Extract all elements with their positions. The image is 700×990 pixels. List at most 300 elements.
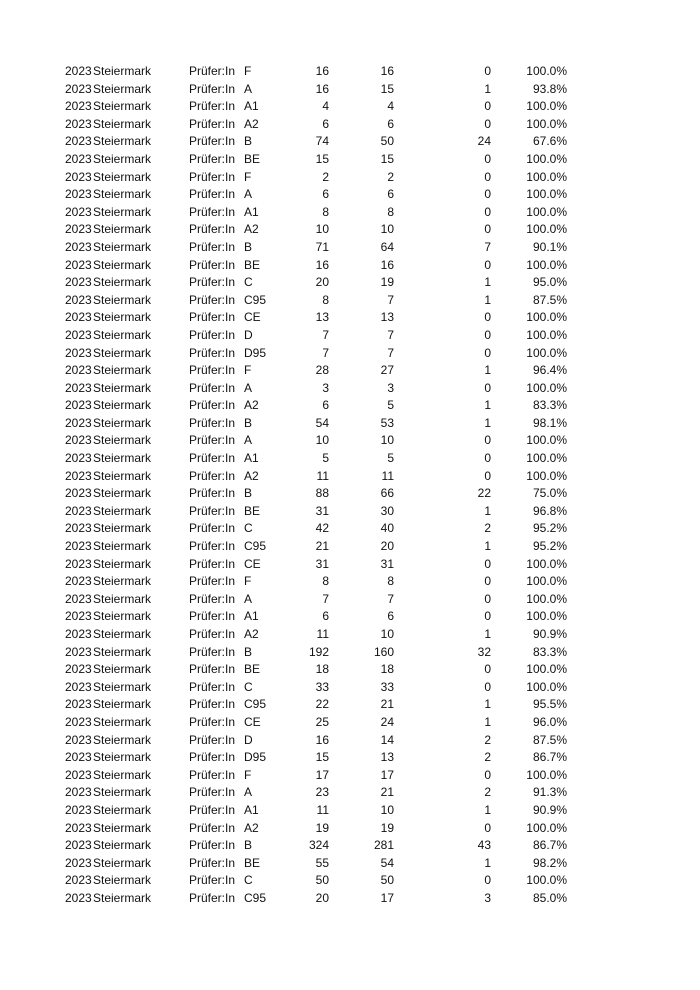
- passed-cell: 6: [387, 609, 394, 624]
- role-cell: Prüfer:In: [189, 732, 236, 747]
- rate-cell: 100.0%: [526, 345, 567, 360]
- table-row: [0, 872, 700, 890]
- table-row: [0, 239, 700, 257]
- role-cell: Prüfer:In: [189, 697, 236, 712]
- role-cell: Prüfer:In: [189, 239, 236, 254]
- region-cell: Steiermark: [93, 116, 152, 131]
- class-cell: BE: [244, 503, 261, 518]
- role-cell: Prüfer:In: [189, 363, 236, 378]
- total-cell: 6: [322, 187, 329, 202]
- role-cell: Prüfer:In: [189, 380, 236, 395]
- failed-cell: 2: [484, 785, 491, 800]
- role-cell: Prüfer:In: [189, 521, 236, 536]
- failed-cell: 0: [484, 679, 491, 694]
- region-cell: Steiermark: [93, 591, 152, 606]
- total-cell: 22: [315, 697, 329, 712]
- region-cell: Steiermark: [93, 468, 152, 483]
- passed-cell: 13: [380, 310, 394, 325]
- class-cell: A1: [244, 204, 259, 219]
- failed-cell: 0: [484, 204, 491, 219]
- table-row: [0, 221, 700, 239]
- failed-cell: 2: [484, 521, 491, 536]
- table-row: [0, 644, 700, 662]
- passed-cell: 7: [387, 292, 394, 307]
- rate-cell: 96.0%: [532, 714, 567, 729]
- data-table: [0, 63, 700, 908]
- table-row: [0, 169, 700, 187]
- table-row: [0, 116, 700, 134]
- year-cell: 2023: [65, 873, 92, 888]
- role-cell: Prüfer:In: [189, 556, 236, 571]
- region-cell: Steiermark: [93, 750, 152, 765]
- year-cell: 2023: [65, 503, 92, 518]
- region-cell: Steiermark: [93, 380, 152, 395]
- rate-cell: 100.0%: [526, 222, 567, 237]
- rate-cell: 95.0%: [532, 275, 567, 290]
- year-cell: 2023: [65, 855, 92, 870]
- class-cell: BE: [244, 855, 261, 870]
- passed-cell: 31: [380, 556, 394, 571]
- rate-cell: 95.2%: [532, 539, 567, 554]
- failed-cell: 1: [484, 503, 491, 518]
- failed-cell: 3: [484, 890, 491, 905]
- class-cell: C95: [244, 292, 267, 307]
- rate-cell: 100.0%: [526, 327, 567, 342]
- total-cell: 2: [322, 169, 329, 184]
- total-cell: 28: [315, 363, 329, 378]
- passed-cell: 19: [380, 820, 394, 835]
- role-cell: Prüfer:In: [189, 275, 236, 290]
- passed-cell: 15: [380, 151, 394, 166]
- role-cell: Prüfer:In: [189, 257, 236, 272]
- failed-cell: 1: [484, 292, 491, 307]
- table-row: [0, 292, 700, 310]
- class-cell: C: [244, 679, 253, 694]
- failed-cell: 1: [484, 855, 491, 870]
- region-cell: Steiermark: [93, 697, 152, 712]
- total-cell: 8: [322, 574, 329, 589]
- passed-cell: 40: [380, 521, 394, 536]
- region-cell: Steiermark: [93, 64, 152, 78]
- role-cell: Prüfer:In: [189, 187, 236, 202]
- class-cell: A1: [244, 609, 259, 624]
- year-cell: 2023: [65, 820, 92, 835]
- region-cell: Steiermark: [93, 398, 152, 413]
- rate-cell: 100.0%: [526, 380, 567, 395]
- region-cell: Steiermark: [93, 99, 152, 114]
- class-cell: C: [244, 521, 253, 536]
- failed-cell: 0: [484, 767, 491, 782]
- table-row: [0, 573, 700, 591]
- role-cell: Prüfer:In: [189, 873, 236, 888]
- role-cell: Prüfer:In: [189, 327, 236, 342]
- table-row: [0, 802, 700, 820]
- passed-cell: 16: [380, 257, 394, 272]
- table-row: [0, 309, 700, 327]
- table-row: [0, 397, 700, 415]
- class-cell: B: [244, 838, 253, 853]
- total-cell: 74: [315, 134, 329, 149]
- role-cell: Prüfer:In: [189, 820, 236, 835]
- failed-cell: 0: [484, 187, 491, 202]
- region-cell: Steiermark: [93, 644, 152, 659]
- role-cell: Prüfer:In: [189, 750, 236, 765]
- passed-cell: 17: [380, 767, 394, 782]
- region-cell: Steiermark: [93, 838, 152, 853]
- year-cell: 2023: [65, 714, 92, 729]
- region-cell: Steiermark: [93, 310, 152, 325]
- passed-cell: 21: [380, 785, 394, 800]
- rate-cell: 67.6%: [532, 134, 567, 149]
- region-cell: Steiermark: [93, 222, 152, 237]
- table-row: [0, 679, 700, 697]
- passed-cell: 6: [387, 116, 394, 131]
- region-cell: Steiermark: [93, 134, 152, 149]
- failed-cell: 0: [484, 468, 491, 483]
- class-cell: C95: [244, 539, 267, 554]
- failed-cell: 0: [484, 609, 491, 624]
- table-row: [0, 714, 700, 732]
- table-row: [0, 133, 700, 151]
- total-cell: 16: [315, 81, 329, 96]
- class-cell: CE: [244, 714, 261, 729]
- passed-cell: 15: [380, 81, 394, 96]
- table-row: [0, 732, 700, 750]
- rate-cell: 100.0%: [526, 820, 567, 835]
- rate-cell: 100.0%: [526, 64, 567, 78]
- table-row: [0, 485, 700, 503]
- total-cell: 50: [315, 873, 329, 888]
- failed-cell: 0: [484, 99, 491, 114]
- passed-cell: 50: [380, 134, 394, 149]
- role-cell: Prüfer:In: [189, 134, 236, 149]
- rate-cell: 100.0%: [526, 468, 567, 483]
- rate-cell: 100.0%: [526, 151, 567, 166]
- total-cell: 11: [316, 627, 329, 641]
- failed-cell: 1: [484, 802, 491, 817]
- rate-cell: 90.9%: [532, 802, 567, 817]
- role-cell: Prüfer:In: [189, 802, 236, 817]
- passed-cell: 7: [387, 345, 394, 360]
- failed-cell: 0: [484, 873, 491, 888]
- rate-cell: 100.0%: [526, 310, 567, 325]
- class-cell: B: [244, 415, 253, 430]
- total-cell: 15: [315, 151, 329, 166]
- year-cell: 2023: [65, 574, 92, 589]
- failed-cell: 0: [484, 820, 491, 835]
- role-cell: Prüfer:In: [189, 292, 236, 307]
- total-cell: 4: [322, 99, 329, 114]
- total-cell: 11: [316, 802, 329, 817]
- total-cell: 6: [322, 116, 329, 131]
- failed-cell: 1: [484, 714, 491, 729]
- rate-cell: 87.5%: [532, 292, 567, 307]
- year-cell: 2023: [65, 222, 92, 237]
- table-row: [0, 661, 700, 679]
- failed-cell: 0: [484, 556, 491, 571]
- region-cell: Steiermark: [93, 574, 152, 589]
- failed-cell: 0: [484, 64, 491, 78]
- failed-cell: 0: [484, 451, 491, 466]
- class-cell: A2: [244, 820, 259, 835]
- passed-cell: 17: [380, 890, 394, 905]
- rate-cell: 100.0%: [526, 451, 567, 466]
- role-cell: Prüfer:In: [189, 644, 236, 659]
- rate-cell: 100.0%: [526, 556, 567, 571]
- total-cell: 6: [322, 398, 329, 413]
- total-cell: 13: [315, 310, 329, 325]
- region-cell: Steiermark: [93, 873, 152, 888]
- total-cell: 11: [316, 468, 329, 483]
- class-cell: BE: [244, 662, 261, 677]
- passed-cell: 6: [387, 187, 394, 202]
- region-cell: Steiermark: [93, 292, 152, 307]
- total-cell: 20: [315, 275, 329, 290]
- class-cell: F: [244, 363, 252, 378]
- rate-cell: 100.0%: [526, 591, 567, 606]
- class-cell: B: [244, 486, 253, 501]
- failed-cell: 1: [484, 415, 491, 430]
- region-cell: Steiermark: [93, 169, 152, 184]
- rate-cell: 100.0%: [526, 116, 567, 131]
- year-cell: 2023: [65, 239, 92, 254]
- class-cell: CE: [244, 556, 261, 571]
- failed-cell: 22: [477, 486, 491, 501]
- year-cell: 2023: [65, 468, 92, 483]
- table-row: [0, 520, 700, 538]
- class-cell: C: [244, 275, 253, 290]
- role-cell: Prüfer:In: [189, 204, 236, 219]
- role-cell: Prüfer:In: [189, 398, 236, 413]
- total-cell: 16: [315, 64, 329, 78]
- year-cell: 2023: [65, 187, 92, 202]
- year-cell: 2023: [65, 890, 92, 905]
- passed-cell: 16: [380, 64, 394, 78]
- year-cell: 2023: [65, 151, 92, 166]
- table-row: [0, 204, 700, 222]
- year-cell: 2023: [65, 838, 92, 853]
- failed-cell: 0: [484, 222, 491, 237]
- total-cell: 88: [315, 486, 329, 501]
- class-cell: B: [244, 134, 253, 149]
- region-cell: Steiermark: [93, 855, 152, 870]
- passed-cell: 33: [380, 679, 394, 694]
- table-row: [0, 186, 700, 204]
- class-cell: A2: [244, 398, 259, 413]
- rate-cell: 86.7%: [532, 750, 567, 765]
- class-cell: F: [244, 64, 252, 78]
- failed-cell: 1: [484, 363, 491, 378]
- total-cell: 17: [315, 767, 329, 782]
- table-row: [0, 151, 700, 169]
- total-cell: 3: [322, 380, 329, 395]
- rate-cell: 100.0%: [526, 574, 567, 589]
- role-cell: Prüfer:In: [189, 767, 236, 782]
- region-cell: Steiermark: [93, 81, 152, 96]
- year-cell: 2023: [65, 345, 92, 360]
- class-cell: A2: [244, 627, 259, 641]
- rate-cell: 91.3%: [532, 785, 567, 800]
- passed-cell: 10: [380, 433, 394, 448]
- role-cell: Prüfer:In: [189, 345, 236, 360]
- year-cell: 2023: [65, 486, 92, 501]
- class-cell: D95: [244, 345, 267, 360]
- year-cell: 2023: [65, 802, 92, 817]
- rate-cell: 96.8%: [532, 503, 567, 518]
- year-cell: 2023: [65, 433, 92, 448]
- year-cell: 2023: [65, 81, 92, 96]
- class-cell: C95: [244, 697, 267, 712]
- year-cell: 2023: [65, 204, 92, 219]
- role-cell: Prüfer:In: [189, 486, 236, 501]
- role-cell: Prüfer:In: [189, 116, 236, 131]
- failed-cell: 1: [484, 697, 491, 712]
- total-cell: 16: [315, 257, 329, 272]
- rate-cell: 100.0%: [526, 204, 567, 219]
- failed-cell: 0: [484, 433, 491, 448]
- passed-cell: 5: [387, 398, 394, 413]
- class-cell: A: [244, 380, 253, 395]
- year-cell: 2023: [65, 99, 92, 114]
- passed-cell: 54: [380, 855, 394, 870]
- year-cell: 2023: [65, 275, 92, 290]
- total-cell: 7: [322, 591, 329, 606]
- class-cell: D: [244, 327, 253, 342]
- region-cell: Steiermark: [93, 609, 152, 624]
- class-cell: BE: [244, 257, 261, 272]
- failed-cell: 24: [477, 134, 491, 149]
- role-cell: Prüfer:In: [189, 81, 236, 96]
- table-row: [0, 784, 700, 802]
- region-cell: Steiermark: [93, 433, 152, 448]
- rate-cell: 100.0%: [526, 873, 567, 888]
- rate-cell: 83.3%: [532, 398, 567, 413]
- failed-cell: 1: [484, 81, 491, 96]
- role-cell: Prüfer:In: [189, 574, 236, 589]
- role-cell: Prüfer:In: [189, 64, 236, 78]
- passed-cell: 8: [387, 574, 394, 589]
- year-cell: 2023: [65, 732, 92, 747]
- failed-cell: 0: [484, 380, 491, 395]
- failed-cell: 2: [484, 732, 491, 747]
- class-cell: B: [244, 239, 253, 254]
- table-row: [0, 468, 700, 486]
- region-cell: Steiermark: [93, 767, 152, 782]
- passed-cell: 53: [380, 415, 394, 430]
- class-cell: F: [244, 767, 252, 782]
- rate-cell: 100.0%: [526, 433, 567, 448]
- failed-cell: 43: [477, 838, 491, 853]
- failed-cell: 0: [484, 116, 491, 131]
- passed-cell: 281: [373, 838, 394, 853]
- table-row: [0, 345, 700, 363]
- role-cell: Prüfer:In: [189, 433, 236, 448]
- year-cell: 2023: [65, 556, 92, 571]
- class-cell: B: [244, 644, 253, 659]
- role-cell: Prüfer:In: [189, 838, 236, 853]
- passed-cell: 24: [380, 714, 394, 729]
- total-cell: 6: [322, 609, 329, 624]
- region-cell: Steiermark: [93, 486, 152, 501]
- role-cell: Prüfer:In: [189, 627, 236, 641]
- region-cell: Steiermark: [93, 327, 152, 342]
- total-cell: 20: [315, 890, 329, 905]
- table-row: [0, 767, 700, 785]
- year-cell: 2023: [65, 327, 92, 342]
- year-cell: 2023: [65, 521, 92, 536]
- total-cell: 7: [322, 345, 329, 360]
- total-cell: 18: [315, 662, 329, 677]
- region-cell: Steiermark: [93, 363, 152, 378]
- class-cell: A2: [244, 468, 259, 483]
- region-cell: Steiermark: [93, 556, 152, 571]
- year-cell: 2023: [65, 679, 92, 694]
- total-cell: 54: [315, 415, 329, 430]
- year-cell: 2023: [65, 363, 92, 378]
- passed-cell: 10: [380, 627, 394, 641]
- total-cell: 15: [315, 750, 329, 765]
- year-cell: 2023: [65, 398, 92, 413]
- region-cell: Steiermark: [93, 732, 152, 747]
- class-cell: A2: [244, 116, 259, 131]
- failed-cell: 1: [484, 398, 491, 413]
- total-cell: 192: [308, 644, 329, 659]
- failed-cell: 0: [484, 662, 491, 677]
- role-cell: Prüfer:In: [189, 714, 236, 729]
- region-cell: Steiermark: [93, 820, 152, 835]
- class-cell: D: [244, 732, 253, 747]
- role-cell: Prüfer:In: [189, 451, 236, 466]
- class-cell: A: [244, 433, 253, 448]
- role-cell: Prüfer:In: [189, 169, 236, 184]
- region-cell: Steiermark: [93, 415, 152, 430]
- role-cell: Prüfer:In: [189, 890, 236, 905]
- table-row: [0, 608, 700, 626]
- year-cell: 2023: [65, 644, 92, 659]
- role-cell: Prüfer:In: [189, 503, 236, 518]
- passed-cell: 10: [380, 802, 394, 817]
- region-cell: Steiermark: [93, 890, 152, 905]
- failed-cell: 32: [477, 644, 491, 659]
- class-cell: C95: [244, 890, 267, 905]
- year-cell: 2023: [65, 697, 92, 712]
- failed-cell: 0: [484, 257, 491, 272]
- table-row: [0, 749, 700, 767]
- passed-cell: 160: [373, 644, 394, 659]
- table-row: [0, 503, 700, 521]
- rate-cell: 95.2%: [532, 521, 567, 536]
- year-cell: 2023: [65, 785, 92, 800]
- table-row: [0, 538, 700, 556]
- region-cell: Steiermark: [93, 503, 152, 518]
- class-cell: A: [244, 187, 253, 202]
- passed-cell: 2: [387, 169, 394, 184]
- failed-cell: 7: [484, 239, 491, 254]
- class-cell: CE: [244, 310, 261, 325]
- year-cell: 2023: [65, 292, 92, 307]
- role-cell: Prüfer:In: [189, 151, 236, 166]
- table-row: [0, 696, 700, 714]
- passed-cell: 8: [387, 204, 394, 219]
- rate-cell: 100.0%: [526, 257, 567, 272]
- failed-cell: 1: [484, 627, 491, 641]
- total-cell: 25: [315, 714, 329, 729]
- table-row: [0, 98, 700, 116]
- class-cell: A: [244, 591, 253, 606]
- failed-cell: 0: [484, 169, 491, 184]
- total-cell: 42: [315, 521, 329, 536]
- passed-cell: 7: [387, 591, 394, 606]
